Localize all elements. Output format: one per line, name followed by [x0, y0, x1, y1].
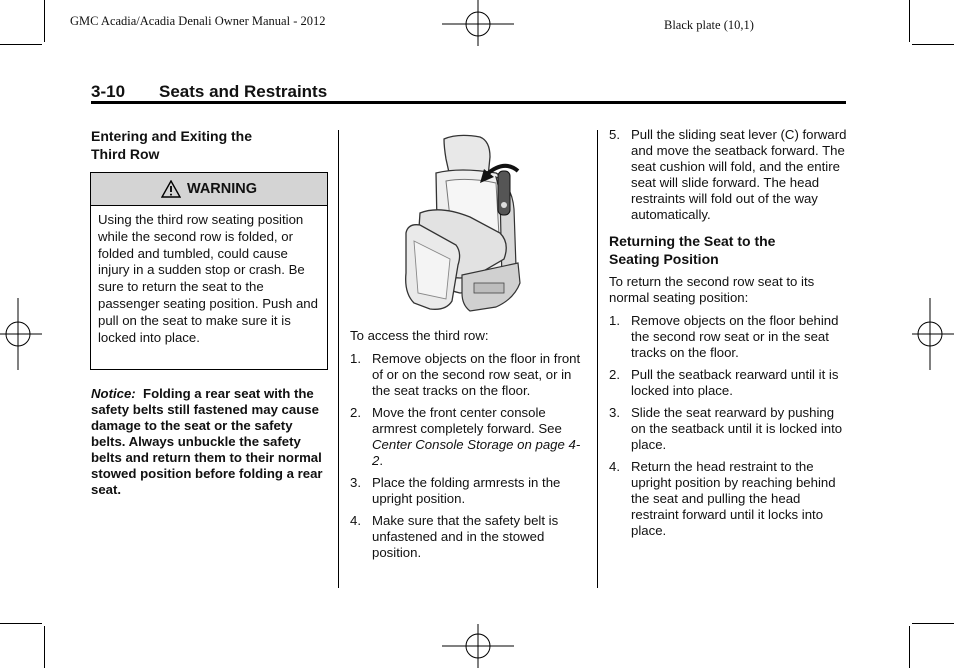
notice-paragraph: [91, 386, 327, 498]
manual-title: GMC Acadia/Acadia Denali Owner Manual - 2012: [70, 14, 326, 28]
notice-label: Notice:: [91, 386, 136, 401]
warning-label: WARNING: [186, 181, 258, 197]
registration-mark-left: [0, 296, 44, 372]
column-divider-2: [597, 130, 598, 588]
access-steps-list: [350, 351, 586, 567]
cross-reference-link[interactable]: Center Console Storage on page 4-2: [372, 437, 581, 468]
section-name: Seats and Restraints: [159, 82, 328, 101]
section-title: [91, 82, 327, 102]
return-steps-list: [609, 313, 847, 545]
notice-text: Folding a rear seat with the safety belts still fastened may cause damage to the seat or the safety belts. Always unbuckle the safety belts and return them to their normal stowed position before folding a rear seat.: [91, 386, 323, 497]
access-step-5: [609, 127, 847, 229]
title-rule: [91, 101, 846, 104]
list-item: 3. Place the folding armrests in the upright position.: [350, 475, 561, 506]
list-item: 4. Return the head restraint to the upright position by reaching behind the seat and pulling the head restraint forward until it locks into place.: [609, 459, 836, 538]
list-item: 1. Remove objects on the floor in front of or on the second row seat, or in the seat tracks on the floor.: [350, 351, 581, 398]
list-item: 4. Make sure that the safety belt is unfastened and in the stowed position.: [350, 513, 559, 560]
list-item: 1. Remove objects on the floor behind the second row seat or in the seat tracks on the floor.: [609, 313, 839, 360]
plate-label: Black plate (10,1): [664, 18, 754, 32]
warning-triangle-icon: [161, 180, 181, 198]
seat-lever-illustration: [400, 133, 530, 318]
return-intro: To return the second row seat to its normal seating position:: [609, 274, 815, 305]
warning-header: [91, 173, 327, 206]
list-item: 2. Move the front center console armrest completely forward. See Center Console Storage on page 4-2.: [350, 405, 581, 468]
column-divider-1: [338, 130, 339, 588]
warning-text: Using the third row seating position while the second row is folded, or folded and tumbled, could cause injury in a sudden stop or crash. Be sure to return the seat to the passenger seating position. Push and pull on the seat to make sure it is locked into place.: [98, 212, 318, 345]
registration-mark-top: [440, 0, 516, 50]
registration-mark-right: [910, 296, 954, 372]
registration-mark-bottom: [440, 624, 516, 668]
heading-entering-exiting: Entering and Exiting the Third Row: [91, 128, 253, 162]
list-item: 2. Pull the seatback rearward until it is locked into place.: [609, 367, 839, 398]
access-intro: To access the third row:: [350, 328, 489, 343]
heading-returning-seat: Returning the Seat to the Seating Position: [609, 233, 776, 267]
list-item: 3. Slide the seat rearward by pushing on the seatback until it is locked into place.: [609, 405, 843, 452]
list-item: 5. Pull the sliding seat lever (C) forward and move the seatback forward. The seat cushion will fold, and the entire seat will slide forward. The head restraints will fold out of the way automatically.: [609, 127, 847, 222]
warning-box: [90, 172, 328, 370]
section-number: 3-10: [91, 82, 126, 101]
